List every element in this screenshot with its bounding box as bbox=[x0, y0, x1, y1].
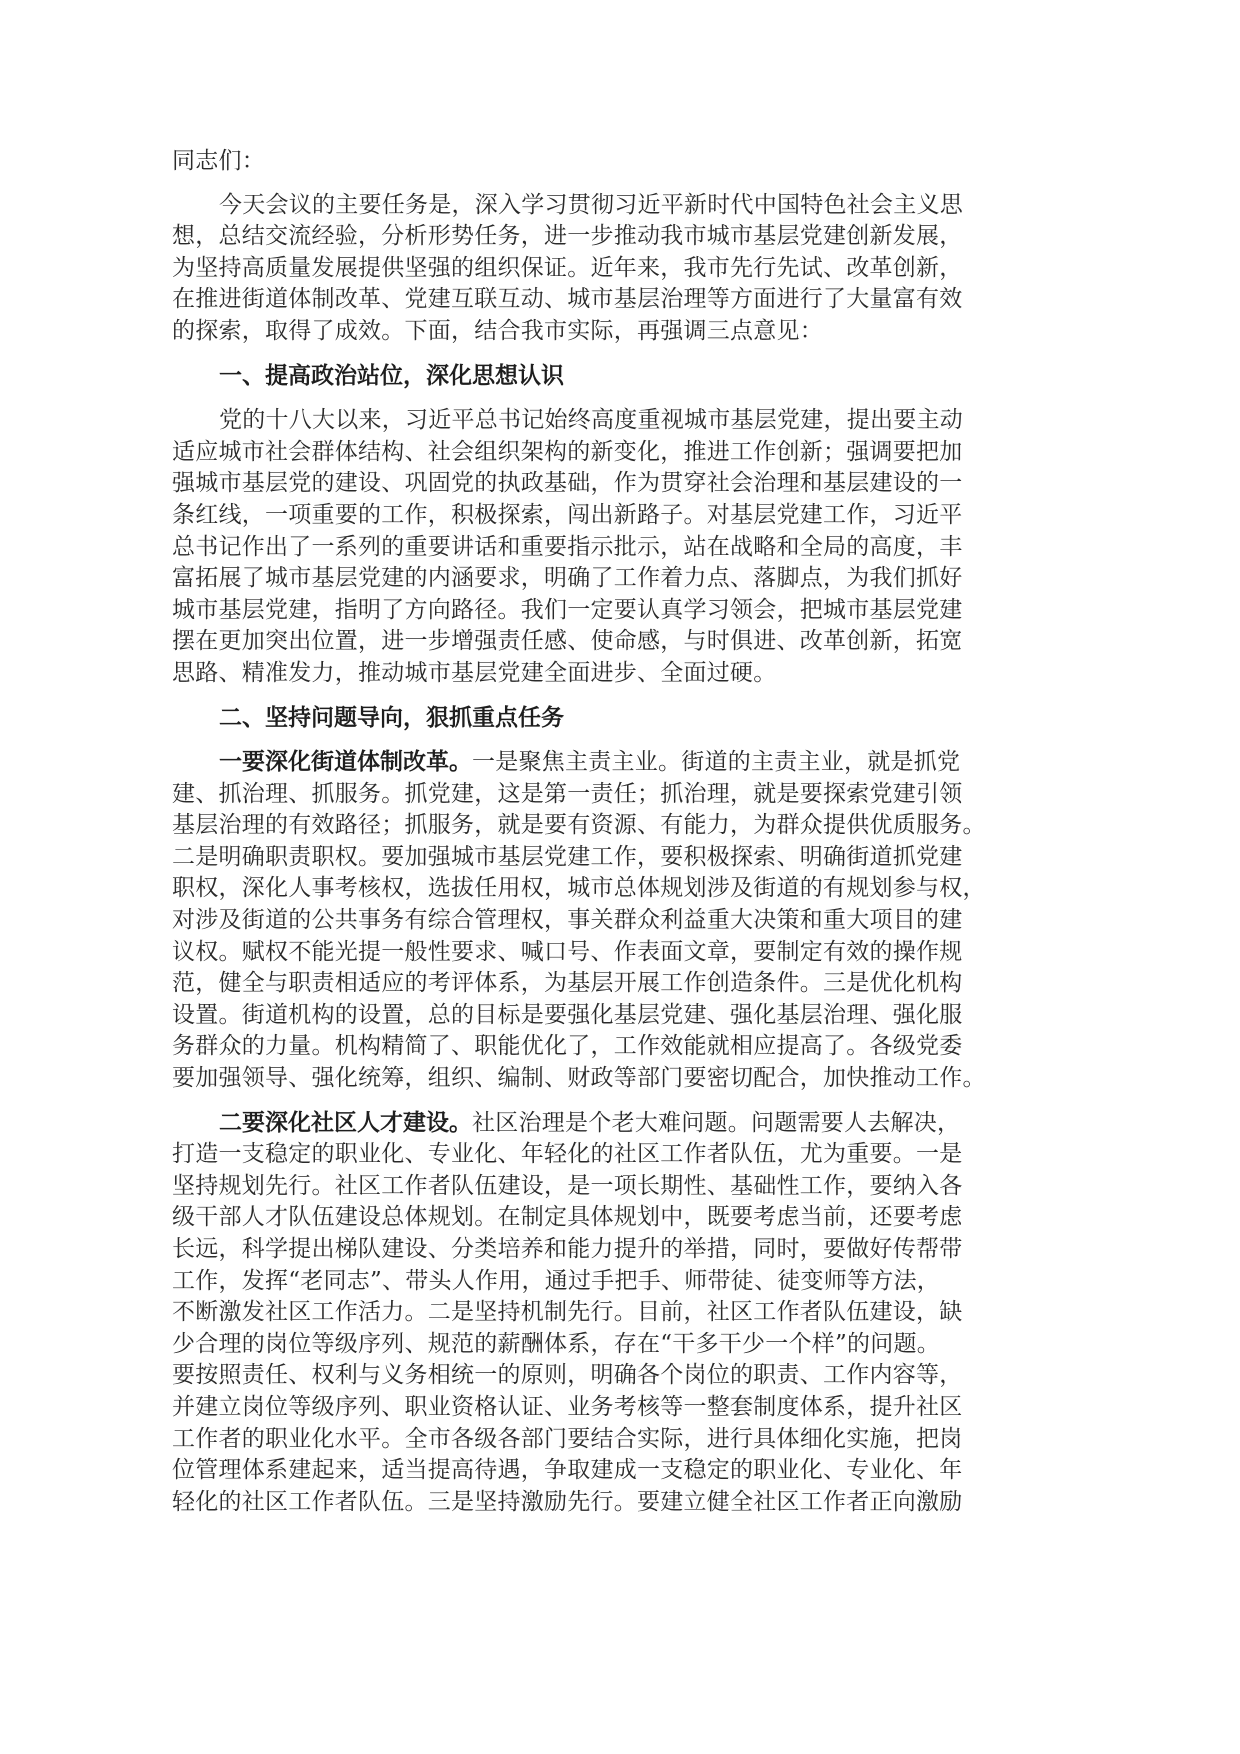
paragraph-line: 二是明确职责职权。要加强城市基层党建工作，要积极探索、明确街道抓党建 bbox=[172, 843, 963, 870]
paragraph-line: 富拓展了城市基层党建的内涵要求，明确了工作着力点、落脚点，为我们抓好 bbox=[172, 565, 963, 592]
paragraph-line: 为坚持高质量发展提供坚强的组织保证。近年来，我市先行先试、改革创新， bbox=[172, 254, 963, 281]
section-heading: 一、提高政治站位，深化思想认识 bbox=[219, 362, 564, 389]
paragraph-line: 摆在更加突出位置，进一步增强责任感、使命感，与时俱进、改革创新，拓宽 bbox=[172, 628, 963, 655]
paragraph-first-line bbox=[172, 747, 1092, 779]
paragraph-line: 强城市基层党的建设、巩固党的执政基础，作为贯穿社会治理和基层建设的一 bbox=[172, 470, 963, 497]
paragraph-line: 并建立岗位等级序列、职业资格认证、业务考核等一整套制度体系，提升社区 bbox=[172, 1393, 963, 1420]
paragraph-line: 要加强领导、强化统筹，组织、编制、财政等部门要密切配合，加快推动工作。 bbox=[172, 1065, 986, 1092]
paragraph-line: 对涉及街道的公共事务有综合管理权，事关群众利益重大决策和重大项目的建 bbox=[172, 907, 963, 934]
section-2-item-1-paragraph bbox=[172, 747, 1092, 1095]
paragraph-line: 设置。街道机构的设置，总的目标是要强化基层党建、强化基层治理、强化服 bbox=[172, 1001, 963, 1028]
paragraph-line: 坚持规划先行。社区工作者队伍建设，是一项长期性、基础性工作，要纳入各 bbox=[172, 1172, 963, 1199]
section-1-paragraph bbox=[172, 405, 1092, 689]
paragraph-line: 工作，发挥“老同志”、带头人作用，通过手把手、师带徒、徒变师等方法， bbox=[172, 1267, 941, 1294]
paragraph-line: 要按照责任、权利与义务相统一的原则，明确各个岗位的职责、工作内容等， bbox=[172, 1362, 963, 1389]
paragraph-line: 长远，科学提出梯队建设、分类培养和能力提升的举措，同时，要做好传帮带 bbox=[172, 1236, 963, 1262]
paragraph-line: 不断激发社区工作活力。二是坚持机制先行。目前，社区工作者队伍建设，缺 bbox=[172, 1299, 963, 1326]
paragraph-line: 的探索，取得了成效。下面，结合我市实际，再强调三点意见： bbox=[172, 317, 823, 344]
paragraph-line: 务群众的力量。机构精简了、职能优化了，工作效能就相应提高了。各级党委 bbox=[172, 1033, 963, 1060]
salutation-text: 同志们： bbox=[172, 148, 265, 174]
paragraph-line: 基层治理的有效路径；抓服务，就是要有资源、有能力，为群众提供优质服务。 bbox=[172, 812, 986, 839]
paragraph-line: 少合理的岗位等级序列、规范的薪酬体系，存在“干多干少一个样”的问题。 bbox=[172, 1330, 941, 1357]
section-2-heading bbox=[172, 703, 1092, 735]
paragraph-line: 建、抓治理、抓服务。抓党建，这是第一责任；抓治理，就是要探索党建引领 bbox=[172, 780, 963, 807]
paragraph-line: 条红线，一项重要的工作，积极探索，闯出新路子。对基层党建工作，习近平 bbox=[172, 501, 963, 528]
paragraph-line: 工作者的职业化水平。全市各级各部门要结合实际，进行具体细化实施，把岗 bbox=[172, 1425, 963, 1452]
section-heading: 二、坚持问题导向，狠抓重点任务 bbox=[219, 704, 564, 731]
paragraph-line: 在推进街道体制改革、党建互联互动、城市基层治理等方面进行了大量富有效 bbox=[172, 286, 963, 313]
paragraph-line: 轻化的社区工作者队伍。三是坚持激励先行。要建立健全社区工作者正向激励 bbox=[172, 1488, 963, 1515]
paragraph-first-line bbox=[172, 1108, 1092, 1140]
paragraph-line: 位管理体系建起来，适当提高待遇，争取建成一支稳定的职业化、专业化、年 bbox=[172, 1457, 963, 1484]
section-2-item-2-paragraph bbox=[172, 1108, 1092, 1519]
paragraph-line: 城市基层党建，指明了方向路径。我们一定要认真学习领会，把城市基层党建 bbox=[172, 596, 963, 623]
item-lead: 二要深化社区人才建设。 bbox=[219, 1109, 472, 1136]
paragraph-line: 思路、精准发力，推动城市基层党建全面进步、全面过硬。 bbox=[172, 659, 777, 686]
paragraph-line: 议权。赋权不能光提一般性要求、喊口号、作表面文章，要制定有效的操作规 bbox=[172, 938, 963, 965]
paragraph-line: 总书记作出了一系列的重要讲话和重要指示批示，站在战略和全局的高度，丰 bbox=[172, 533, 963, 560]
paragraph-line: 适应城市社会群体结构、社会组织架构的新变化，推进工作创新；强调要把加 bbox=[172, 438, 963, 465]
item-lead: 一要深化街道体制改革。 bbox=[219, 749, 472, 776]
paragraph-line: 范，健全与职责相适应的考评体系，为基层开展工作创造条件。三是优化机构 bbox=[172, 970, 963, 997]
item-first-line-text: 一是聚焦主责主业。街道的主责主业，就是抓党 bbox=[472, 749, 961, 776]
paragraph-line: 想，总结交流经验，分析形势任务，进一步推动我市城市基层党建创新发展， bbox=[172, 223, 963, 250]
paragraph-line: 打造一支稳定的职业化、专业化、年轻化的社区工作者队伍，尤为重要。一是 bbox=[172, 1141, 963, 1168]
paragraph-line: 级干部人才队伍建设总体规划。在制定具体规划中，既要考虑当前，还要考虑 bbox=[172, 1204, 963, 1231]
paragraph-line: 职权，深化人事考核权，选拔任用权，城市总体规划涉及街道的有规划参与权， bbox=[172, 875, 986, 902]
paragraph-line: 今天会议的主要任务是，深入学习贯彻习近平新时代中国特色社会主义思 bbox=[219, 191, 963, 218]
paragraph-line: 党的十八大以来，习近平总书记始终高度重视城市基层党建，提出要主动 bbox=[219, 407, 963, 434]
intro-paragraph bbox=[172, 190, 1092, 348]
salutation bbox=[172, 146, 1092, 178]
document-body bbox=[172, 146, 1092, 1518]
item-first-line-text: 社区治理是个老大难问题。问题需要人去解决， bbox=[472, 1109, 961, 1136]
section-1-heading bbox=[172, 361, 1092, 393]
